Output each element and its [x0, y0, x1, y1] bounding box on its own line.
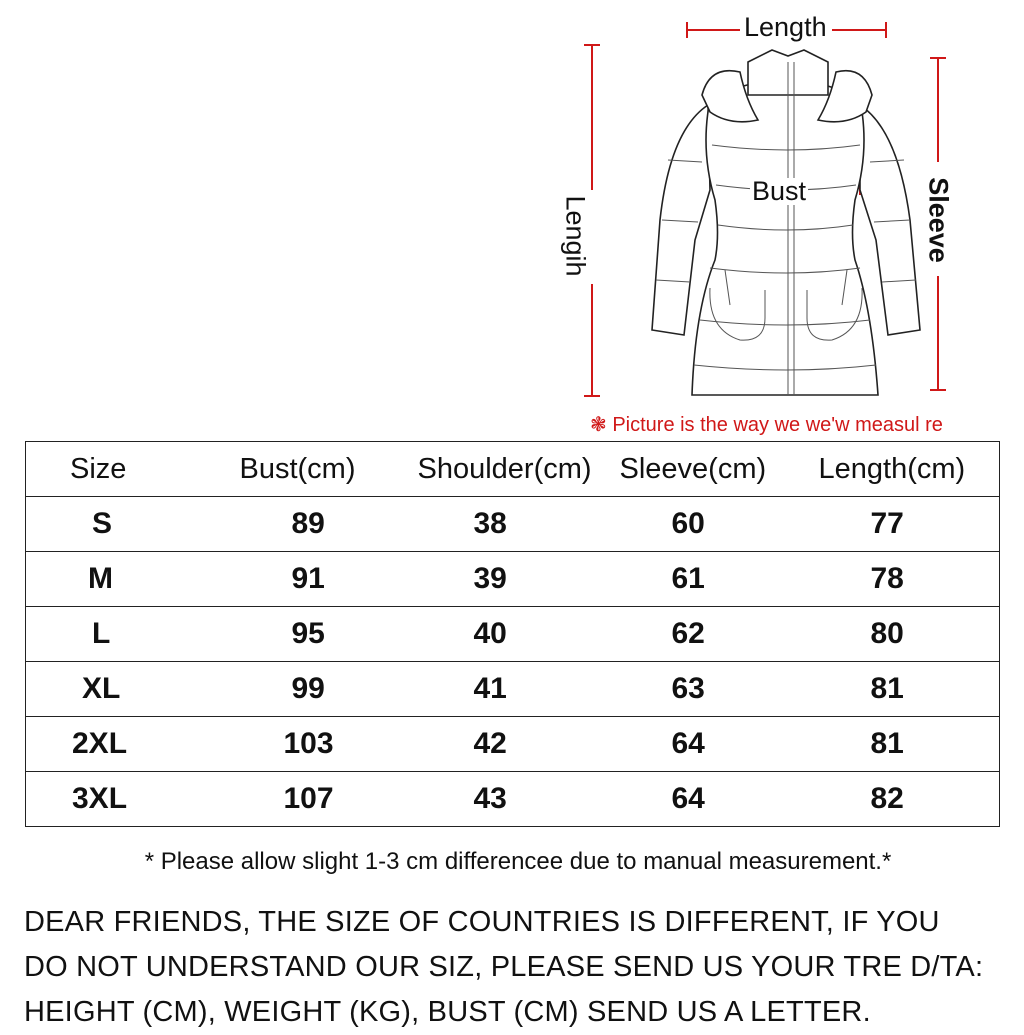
sleeve-cell: 62 [612, 607, 807, 662]
coat-drawing [652, 50, 920, 395]
bust-cell: 107 [208, 772, 398, 827]
sleeve-cell: 64 [612, 717, 807, 772]
table-row [26, 772, 1000, 827]
diagram-length-label: Length [744, 12, 827, 42]
header-size: Size [26, 442, 208, 497]
size-cell: S [26, 497, 208, 552]
picture-note: ❃ Picture is the way we we'w measul re [590, 414, 943, 436]
table-row [26, 552, 1000, 607]
length-cell: 78 [807, 552, 1000, 607]
advice-line: DO NOT UNDERSTAND OUR SIZ, PLEASE SEND US YOUR TRE D/TA: [24, 951, 984, 983]
size-cell: L [26, 607, 208, 662]
bust-cell: 95 [208, 607, 398, 662]
sleeve-cell: 63 [612, 662, 807, 717]
bust-cell: 103 [208, 717, 398, 772]
bust-cell: 89 [208, 497, 398, 552]
diagram-length-side-label: Lengih [560, 195, 591, 277]
diagram-bust-label: Bust [752, 176, 807, 206]
size-cell: 2XL [26, 717, 208, 772]
sleeve-cell: 61 [612, 552, 807, 607]
bust-cell: 91 [208, 552, 398, 607]
shoulder-cell: 40 [398, 607, 612, 662]
size-advice-paragraph [24, 900, 1024, 1035]
advice-line: HEIGHT (CM), WEIGHT (KG), BUST (CM) SEND US A LETTER. [24, 996, 871, 1028]
diagram-sleeve-label: Sleeve [923, 177, 954, 263]
header-shoulder: Shoulder(cm) [398, 442, 612, 497]
length-cell: 81 [807, 717, 1000, 772]
measurement-allowance-note: * Please allow slight 1-3 cm differencee due to manual measurement.* [144, 848, 892, 875]
table-row [26, 662, 1000, 717]
sleeve-cell: 64 [612, 772, 807, 827]
table-row [26, 607, 1000, 662]
length-cell: 77 [807, 497, 1000, 552]
size-cell: 3XL [26, 772, 208, 827]
header-sleeve: Sleeve(cm) [612, 442, 807, 497]
size-cell: XL [26, 662, 208, 717]
size-chart-table [25, 441, 1000, 827]
size-cell: M [26, 552, 208, 607]
table-row [26, 497, 1000, 552]
shoulder-cell: 43 [398, 772, 612, 827]
shoulder-cell: 38 [398, 497, 612, 552]
length-cell: 80 [807, 607, 1000, 662]
length-cell: 82 [807, 772, 1000, 827]
table-header-row [26, 442, 1000, 497]
table-row [26, 717, 1000, 772]
shoulder-cell: 41 [398, 662, 612, 717]
shoulder-cell: 39 [398, 552, 612, 607]
measurement-diagram [560, 0, 1024, 440]
bust-cell: 99 [208, 662, 398, 717]
advice-line: DEAR FRIENDS, THE SIZE OF COUNTRIES IS DIFFERENT, IF YOU [24, 906, 940, 938]
length-cell: 81 [807, 662, 1000, 717]
header-length: Length(cm) [807, 442, 1000, 497]
sleeve-cell: 60 [612, 497, 807, 552]
shoulder-cell: 42 [398, 717, 612, 772]
coat-illustration-icon [560, 0, 1024, 440]
header-bust: Bust(cm) [208, 442, 398, 497]
